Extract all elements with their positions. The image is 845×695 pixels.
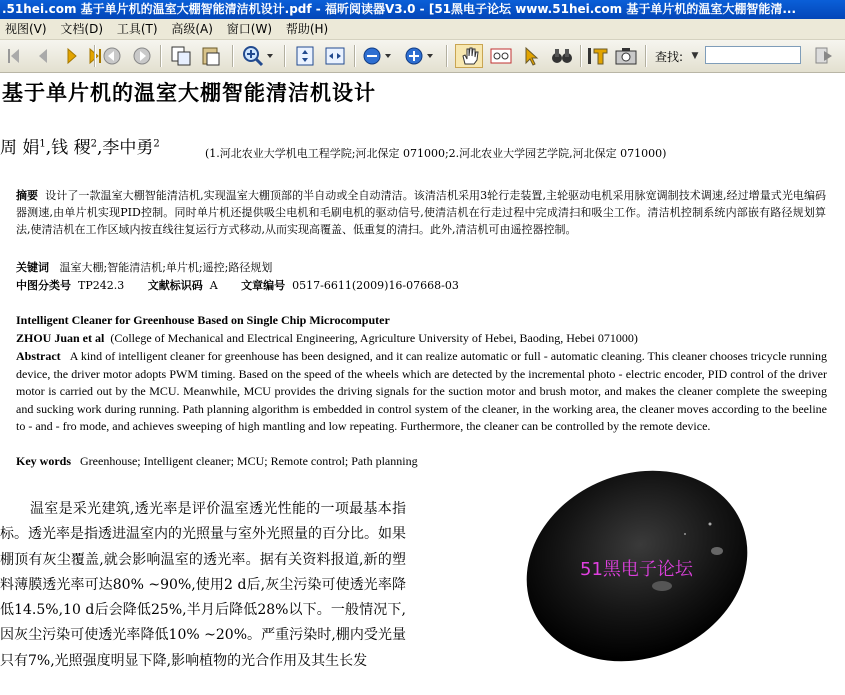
toolbar (0, 40, 845, 73)
doc-code-value: A (209, 279, 218, 292)
author-2: ,钱 稷 (45, 138, 91, 158)
window-title-bar (0, 0, 845, 19)
fit-page-icon[interactable] (292, 44, 318, 68)
author-1-sup: 1 (39, 138, 46, 150)
find-input[interactable] (705, 46, 801, 64)
menu-bar (0, 19, 845, 40)
keywords-cn (16, 259, 272, 275)
snapshot-icon[interactable] (612, 44, 640, 68)
menu-tools[interactable]: 工具(T) (116, 22, 158, 36)
window-title: .51hei.com 基于单片机的温室大棚智能清洁机设计.pdf - 福昕阅读器V3.0 - [51黑电子论坛 www.51hei.com 基于单片机的温室大棚智能清... (2, 2, 797, 16)
menu-help[interactable]: 帮助(H) (285, 22, 329, 36)
menu-advanced[interactable]: 高级(A) (171, 22, 213, 36)
author-3-sup: 2 (153, 138, 160, 150)
binoculars-icon[interactable] (548, 44, 576, 68)
affiliation: (1.河北农业大学机电工程学院;河北保定 071000;2.河北农业大学园艺学院,河北保定 071000) (205, 147, 667, 160)
zoom-in-icon[interactable] (240, 44, 276, 68)
text-select-icon[interactable] (584, 44, 612, 68)
keywords-cn-text: 温室大棚;智能清洁机;单片机;遥控;路径规划 (59, 261, 273, 274)
body-paragraph: 温室是采光建筑,透光率是评价温室透光性能的一项最基本指标。透光率是指透进温室内的光照量与室外光照量的百分比。如果棚顶有灰尘覆盖,就会影响温室的透光率。据有关资料报道,新的塑料薄膜透光率可达80% ~90%,使用2 d后,灰尘污染可使透光率降低14.5%,10 d后会降低25%,半月后降低28%以下。一般情况下,因灰尘污染可使透光率降低10% ~20%。严重污染时,棚内受光量只有7%,光照强度明显下降,影响植物的光合作用及其生长发 (0, 501, 406, 669)
forward-icon[interactable] (130, 44, 154, 68)
author-3: ,李中勇 (96, 138, 154, 158)
classification-line (16, 277, 465, 293)
clc-value: TP242.3 (78, 279, 125, 292)
document-title: 基于单片机的温室大棚智能清洁机设计 (2, 81, 376, 105)
menu-view[interactable]: 视图(V) (5, 22, 47, 36)
select-arrow-icon[interactable] (519, 44, 543, 68)
next-page-icon[interactable] (62, 44, 82, 68)
menu-window[interactable]: 窗口(W) (226, 22, 273, 36)
menu-document[interactable]: 文档(D) (60, 22, 104, 36)
abstract-cn-text: 设计了一款温室大棚智能清洁机,实现温室大棚顶部的半自动或全自动清洁。该清洁机采用3轮行走装置,主轮驱动电机采用脉宽调制技术调速,经过增量式光电编码器测速,由单片机实现PID控制。同时单片机还提供吸尘电机和毛刷电机的驱动信号,使清洁机在行走过程中完成清扫和吸尘工作。清洁机控制系统内部嵌有路径规划算法,使清洁机在工作区域内按直线往复运行方式移动,从而实现高覆盖、低重复的清扫。此外,清洁机可由遥控器控制。 (16, 189, 827, 236)
author-1: 周 娟 (0, 138, 40, 158)
prev-page-icon[interactable] (33, 44, 53, 68)
doc-code-label: 文献标识码 (147, 279, 203, 292)
find-next-icon[interactable] (812, 44, 836, 68)
back-icon[interactable] (100, 44, 124, 68)
forum-watermark: 51黑电子论坛 (580, 559, 693, 580)
article-no-label: 文章编号 (241, 279, 286, 292)
first-page-icon[interactable] (4, 44, 24, 68)
keywords-label: 关键词 (16, 261, 49, 274)
clc-label: 中图分类号 (16, 279, 71, 292)
paste-icon[interactable] (198, 44, 224, 68)
authors (0, 133, 160, 158)
english-abstract-label: Abstract (16, 349, 61, 363)
english-keywords-label: Key words (16, 454, 71, 468)
hand-tool-icon[interactable] (455, 44, 483, 68)
zoom-out-icon[interactable] (360, 44, 396, 68)
copy-page-icon[interactable] (168, 44, 194, 68)
find-options-dropdown-icon[interactable]: ▼ (691, 51, 699, 61)
article-no-value: 0517-6611(2009)16-07668-03 (292, 279, 459, 292)
fit-width-icon[interactable] (322, 44, 348, 68)
document-page (0, 73, 845, 695)
abstract-cn (16, 187, 826, 238)
english-author-line (16, 331, 638, 346)
english-author-affil: (College of Mechanical and Electrical Engineering, Agriculture University of Hebei, Baoding, Hebei 071000) (110, 331, 638, 345)
abstract-label: 摘要 (16, 189, 39, 202)
english-abstract-text: A kind of intelligent cleaner for greenhouse has been designed, and it can realize automatic or full - automatic cleaning. This cleaner chooses tricycle running device, the driver motor adopts PWM timing. Based on the speed of the wheels which are detected by the incremental photo - electric encoder, PID control of the driver motor is carried out by the MCU. Meanwhile, MCU provides the driving signals for the suction motor and brush motor, and makes the cleaner complete the sweeping and sucking work during running. Path planning algorithm is embedded in control system of the cleaner, in the working area, the cleaner moves according to the beeline to - and - fro mode, and achieves sweeping of high mantling and low repeating. Furthermore, the cleaner can be controlled by the remote device. (16, 349, 828, 434)
english-author-name: ZHOU Juan et al (16, 331, 105, 345)
english-abstract (16, 348, 827, 436)
glasses-icon[interactable] (487, 44, 515, 68)
zoom-in-plus-icon[interactable] (402, 44, 438, 68)
find-label: 查找: (655, 50, 684, 64)
english-keywords-text: Greenhouse; Intelligent cleaner; MCU; Remote control; Path planning (80, 454, 418, 468)
author-2-sup: 2 (90, 138, 97, 150)
english-keywords (16, 454, 418, 469)
english-title: Intelligent Cleaner for Greenhouse Based on Single Chip Microcomputer (16, 313, 390, 327)
